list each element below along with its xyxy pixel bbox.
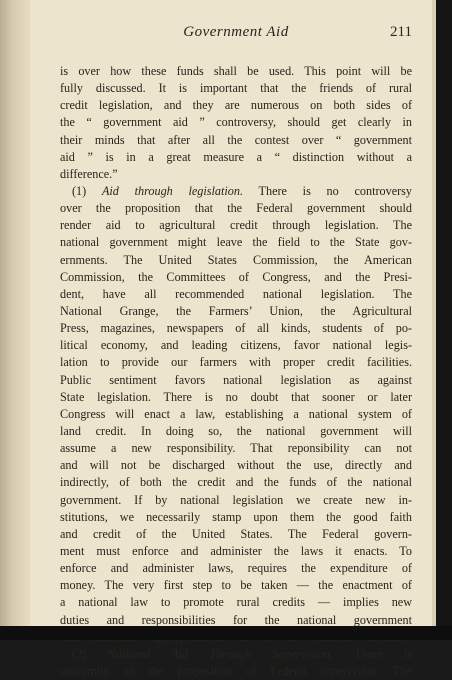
text-line: Press, magazines, newspapers of all kinds, students of po-: [60, 321, 412, 336]
text-line: credit legislation, and they are numerous on both sides of: [60, 98, 412, 113]
text-line: State legislation. There is no doubt that sooner or later: [60, 389, 412, 404]
text-line: enforce and administer laws, requires the expenditure of: [60, 561, 412, 576]
text-line: render aid to agricultural credit through legislation. The: [60, 218, 412, 233]
text-line: aid ” is in a great measure a “ distinction without a: [60, 149, 412, 164]
text-line: dent, have all recommended national legislation. The: [60, 286, 412, 301]
section-number: (1): [72, 183, 102, 198]
text-line: ernments. The United States Commission, the American: [60, 252, 412, 267]
section-text: There is: [333, 646, 413, 661]
text-line: difference.”: [60, 166, 118, 181]
running-title: Government Aid: [183, 24, 289, 40]
text-line: Commission, the Committees of Congress, and the Presi-: [60, 269, 412, 284]
text-line: duties and responsibilities for the national government: [60, 612, 412, 627]
text-line: their minds that after all the contest over “ government: [60, 132, 412, 147]
text-line: and will not be discharged without the use, directly and: [60, 458, 412, 473]
text-line: fully discussed. It is important that the friends of rural: [60, 81, 412, 96]
text-line: lation to provide our farmers with proper credit facilities.: [60, 355, 412, 370]
text-line: government. If by national legislation we create new in-: [60, 492, 412, 507]
section-number: (2): [72, 646, 108, 661]
text-line: and credit of the United States. The Federal govern-: [60, 526, 412, 541]
text-line: over the proposition that the Federal government should: [60, 201, 412, 216]
text-line: unanimity on the proposition of Federal supervision. The: [60, 663, 412, 678]
section-title: National Aid Through Supervision.: [107, 646, 334, 661]
body-text: [60, 63, 412, 680]
section-heading-line-2: [60, 646, 412, 663]
page-number: 211: [390, 24, 412, 40]
text-line: litical economy, and leading citizens, favor national legis-: [60, 338, 412, 353]
page-gutter-shadow: [0, 0, 30, 626]
text-line: stitutions, we necessarily stamp upon them the good faith: [60, 509, 412, 524]
text-line: the “ government aid ” controversy, should get clearly in: [60, 115, 412, 130]
text-line: money. The very first step to be taken — the enactment of: [60, 578, 412, 593]
text-line: ment must enforce and administer the laws it enacts. To: [60, 543, 412, 558]
text-line: National Grange, the Farmers’ Union, the Agricultural: [60, 303, 412, 318]
text-line: is over how these funds shall be used. This point will be: [60, 64, 412, 78]
text-line: indirectly, of both the credit and the funds of the national: [60, 475, 412, 490]
page-header: [60, 24, 412, 48]
text-line: land credit. In doing so, the national government will: [60, 423, 412, 438]
scan-bottom-border: [0, 626, 452, 640]
text-line: Public sentiment favors national legislation as against: [60, 372, 412, 387]
text-line: a national law to promote rural credits — implies new: [60, 595, 412, 610]
page-edge: [432, 0, 436, 626]
section-title: Aid through legislation.: [101, 183, 244, 198]
text-line: national government might leave the field to the State gov-: [60, 235, 412, 250]
section-heading-line-1: [60, 183, 412, 200]
section-text: There is no controversy: [243, 183, 413, 198]
text-line: assume a new responsibility. That reponsibility can not: [60, 441, 412, 456]
text-line: Congress will enact a law, establishing a national system of: [60, 406, 412, 421]
